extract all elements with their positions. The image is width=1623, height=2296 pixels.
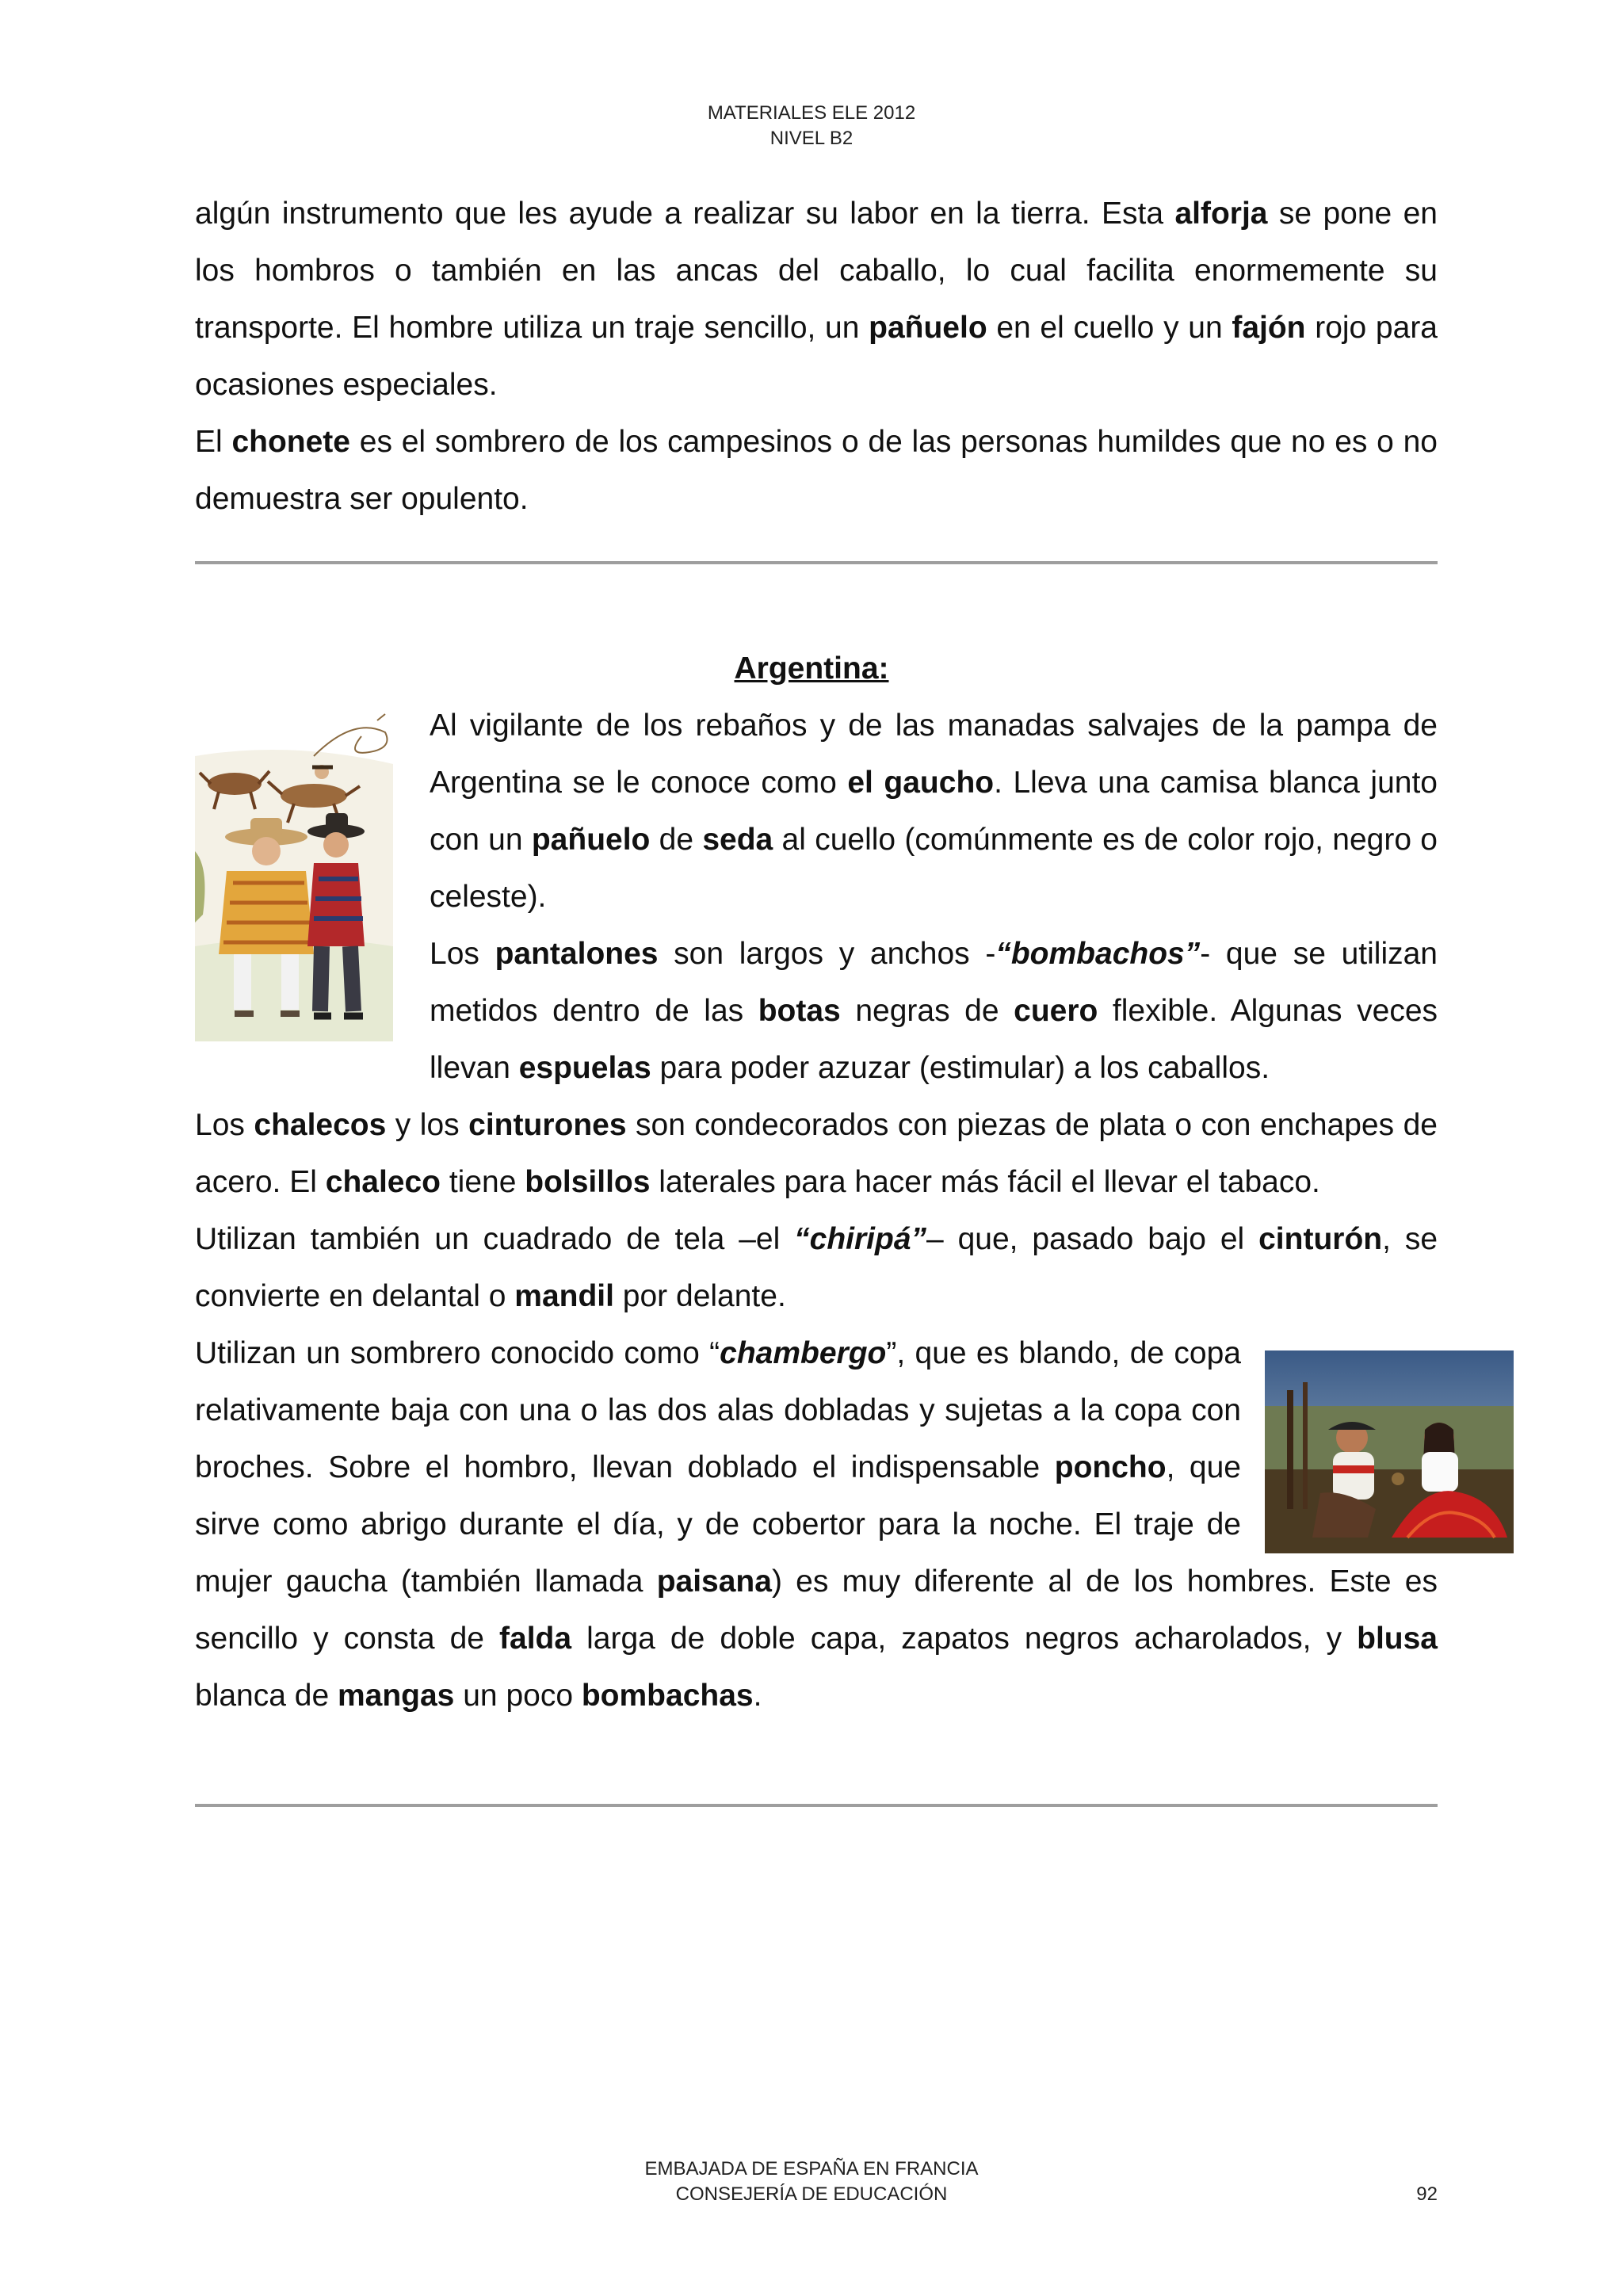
emphasized-term: chalecos: [254, 1108, 387, 1142]
emphasized-term: bombachas: [581, 1679, 754, 1713]
emphasized-term: cinturones: [468, 1108, 627, 1142]
emphasized-term: cuero: [1014, 994, 1098, 1028]
emphasized-term: “chiripá”: [794, 1222, 927, 1256]
argentina-section: [195, 697, 1438, 1725]
emphasized-term: paisana: [656, 1564, 772, 1599]
emphasized-term: mangas: [337, 1679, 455, 1713]
intro-section: [195, 185, 1438, 528]
footer-department: CONSEJERÍA DE EDUCACIÓN: [675, 2183, 948, 2205]
argentina-paragraph-1: Al vigilante de los rebaños y de las manadas salvajes de la pampa de Argentina se le conoce como el gaucho. Lleva una camisa blanca junto con un pañuelo de seda al cuello (comúnmente es de color rojo, negro o celeste).: [430, 709, 1438, 914]
intro-paragraph-1: algún instrumento que les ayude a realizar su labor en la tierra. Esta alforja se pone en los hombros o también en las ancas del caballo, lo cual facilita enormemente su transporte. El hombre utiliza un traje sencillo, un pañuelo en el cuello y un fajón rojo para ocasiones especiales.: [195, 197, 1438, 402]
page-header: [0, 101, 1623, 151]
footer-embassy: EMBAJADA DE ESPAÑA EN FRANCIA: [644, 2158, 979, 2179]
gaucho-couple-photo: [1265, 1350, 1514, 1553]
emphasized-term: blusa: [1357, 1622, 1438, 1656]
section-divider-top: [195, 561, 1438, 564]
emphasized-term: chonete: [231, 425, 350, 459]
emphasized-term: bolsillos: [525, 1165, 651, 1199]
emphasized-term: el gaucho: [847, 766, 995, 800]
emphasized-term: chaleco: [325, 1165, 441, 1199]
emphasized-term: poncho: [1054, 1450, 1167, 1484]
emphasized-term: alforja: [1174, 197, 1268, 231]
argentina-paragraph-5-text: Utilizan un sombrero conocido como “chambergo”, que es blando, de copa relativamente baja con una o las dos alas dobladas y sujetas a la copa con broches. Sobre el hombro, llevan doblado el indispensable poncho, que sirve como abrigo durante el día, y de cobertor para la noche. El traje de mujer gaucha (también llamada paisana) es muy diferente al de los hombres. Este es sencillo y consta de falda larga de doble capa, zapatos negros acharolados, y blusa blanca de mangas un poco bombachas.: [195, 1336, 1438, 1713]
intro-paragraph-2: El chonete es el sombrero de los campesinos o de las personas humildes que no es o no demuestra ser opulento.: [195, 425, 1438, 516]
emphasized-term: espuelas: [518, 1051, 651, 1085]
emphasized-term: pantalones: [495, 937, 659, 971]
header-level: NIVEL B2: [769, 128, 854, 149]
emphasized-term: pañuelo: [869, 311, 987, 345]
argentina-paragraph-2: Los pantalones son largos y anchos -“bombachos”- que se utilizan metidos dentro de las botas negras de cuero flexible. Algunas veces llevan espuelas para poder azuzar (estimular) a los caballos.: [430, 937, 1438, 1085]
section-divider-bottom: [195, 1804, 1438, 1807]
argentina-paragraph-3: Los chalecos y los cinturones son condecorados con piezas de plata o con enchapes de acero. El chaleco tiene bolsillos laterales para hacer más fácil el llevar el tabaco.: [195, 1108, 1438, 1199]
emphasized-term: pañuelo: [531, 823, 651, 857]
page-number: 92: [1416, 2183, 1438, 2205]
argentina-paragraph-4: Utilizan también un cuadrado de tela –el “chiripá”– que, pasado bajo el cinturón, se convierte en delantal o mandil por delante.: [195, 1222, 1438, 1313]
emphasized-term: fajón: [1232, 311, 1306, 345]
emphasized-term: chambergo: [720, 1336, 887, 1370]
section-title: Argentina:: [734, 651, 889, 686]
argentina-paragraph-5: [195, 1325, 1438, 1725]
emphasized-term: “bombachos”: [995, 937, 1201, 971]
page-footer: [0, 2157, 1623, 2207]
emphasized-term: seda: [702, 823, 773, 857]
gaucho-illustration: [195, 709, 393, 1060]
emphasized-term: botas: [758, 994, 841, 1028]
header-title: MATERIALES ELE 2012: [707, 102, 916, 124]
emphasized-term: mandil: [514, 1279, 614, 1313]
emphasized-term: falda: [499, 1622, 572, 1656]
emphasized-term: cinturón: [1258, 1222, 1383, 1256]
